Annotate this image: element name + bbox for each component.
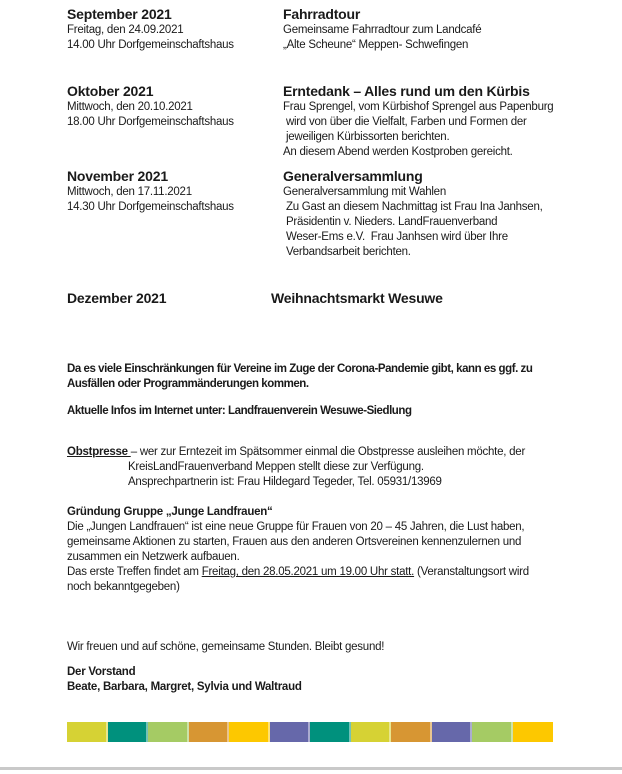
event-left-column	[67, 83, 283, 160]
treffen-text: Das erste Treffen findet am	[67, 566, 202, 578]
event-right-column	[283, 6, 622, 53]
event-title: Generalversammlung	[283, 168, 423, 184]
color-block	[351, 722, 392, 742]
junge-landfrauen-heading: Gründung Gruppe „Junge Landfrauen“	[67, 506, 273, 518]
color-block	[472, 722, 513, 742]
page-bottom-divider	[0, 767, 622, 770]
event-description-line: „Alte Scheune“ Meppen- Schwefingen	[283, 39, 469, 51]
event-title: Fahrradtour	[283, 6, 361, 22]
event-row-november	[67, 168, 622, 260]
corona-notice-line: Ausfällen oder Programmänderungen kommen.	[67, 378, 309, 390]
color-block	[189, 722, 230, 742]
obstpresse-label: Obstpresse	[67, 446, 131, 458]
event-description-line: Gemeinsame Fahrradtour zum Landcafé	[283, 24, 482, 36]
event-row-september	[67, 6, 622, 53]
event-description-line: jeweiligen Kürbissorten berichten.	[283, 131, 450, 143]
event-description-line: Präsidentin v. Nieders. LandFrauenverband	[283, 216, 498, 228]
event-time: 14.00 Uhr Dorfgemeinschaftshaus	[67, 39, 234, 51]
junge-landfrauen-line	[67, 565, 612, 580]
event-title: Erntedank – Alles rund um den Kürbis	[283, 83, 530, 99]
treffen-date-underlined: Freitag, den 28.05.2021 um 19.00 Uhr statt.	[201, 566, 415, 578]
obstpresse-section	[67, 445, 612, 490]
color-block	[513, 722, 554, 742]
junge-landfrauen-line: Die „Jungen Landfrauen“ ist eine neue Gruppe für Frauen von 20 – 45 Jahren, die Lust haben,	[67, 521, 525, 533]
event-right-column	[283, 83, 622, 160]
obstpresse-line: Ansprechpartnerin ist: Frau Hildegard Tegeder, Tel. 05931/13969	[128, 476, 442, 488]
color-block	[310, 722, 351, 742]
event-month: November 2021	[67, 168, 168, 184]
junge-landfrauen-line: zusammen ein Netzwerk aufbauen.	[67, 551, 240, 563]
event-description-line: An diesem Abend werden Kostproben gereicht.	[283, 146, 513, 158]
event-time: 18.00 Uhr Dorfgemeinschaftshaus	[67, 116, 234, 128]
color-block	[229, 722, 270, 742]
junge-landfrauen-line: gemeinsame Aktionen zu starten, Frauen aus den anderen Ortsvereinen kennenzulernen und	[67, 536, 522, 548]
event-time: 14.30 Uhr Dorfgemeinschaftshaus	[67, 201, 234, 213]
event-right-column	[283, 168, 622, 260]
obstpresse-line	[67, 445, 612, 460]
event-description-line: Generalversammlung mit Wahlen	[283, 186, 446, 198]
closing-wish-line: Wir freuen und auf schöne, gemeinsame Stunden. Bleibt gesund!	[67, 641, 385, 653]
event-date: Mittwoch, den 20.10.2021	[67, 101, 193, 113]
color-block	[67, 722, 108, 742]
decorative-color-bar	[67, 722, 553, 742]
signature-names: Beate, Barbara, Margret, Sylvia und Waltraud	[67, 681, 302, 693]
event-month: Dezember 2021	[67, 290, 167, 306]
event-left-column	[67, 290, 283, 307]
event-month: September 2021	[67, 6, 172, 22]
internet-info-line: Aktuelle Infos im Internet unter: Landfrauenverein Wesuwe-Siedlung	[67, 405, 412, 417]
color-block	[391, 722, 432, 742]
color-block	[108, 722, 149, 742]
event-title: Weihnachtsmarkt Wesuwe	[271, 290, 443, 306]
color-block	[432, 722, 473, 742]
obstpresse-line: KreisLandFrauenverband Meppen stellt diese zur Verfügung.	[128, 461, 424, 473]
junge-landfrauen-section	[67, 505, 612, 595]
event-description-line: Frau Sprengel, vom Kürbishof Sprengel aus Papenburg	[283, 101, 554, 113]
corona-notice	[67, 362, 612, 392]
event-description-line: Zu Gast an diesem Nachmittag ist Frau Ina Janhsen,	[283, 201, 543, 213]
signature-role: Der Vorstand	[67, 666, 136, 678]
color-block	[148, 722, 189, 742]
event-row-dezember	[67, 290, 622, 307]
signature-block	[67, 665, 612, 695]
color-block	[270, 722, 311, 742]
closing-wish	[67, 640, 612, 655]
internet-info	[67, 404, 612, 419]
corona-notice-line: Da es viele Einschränkungen für Vereine im Zuge der Corona-Pandemie gibt, kann es ggf. zu	[67, 363, 533, 375]
event-right-column	[271, 290, 622, 307]
event-description-line: wird von über die Vielfalt, Farben und Formen der	[283, 116, 527, 128]
event-left-column	[67, 168, 283, 260]
event-date: Mittwoch, den 17.11.2021	[67, 186, 192, 198]
event-left-column	[67, 6, 283, 53]
event-month: Oktober 2021	[67, 83, 154, 99]
obstpresse-text: – wer zur Erntezeit im Spätsommer einmal die Obstpresse ausleihen möchte, der	[130, 446, 526, 458]
event-row-oktober	[67, 83, 622, 160]
event-date: Freitag, den 24.09.2021	[67, 24, 184, 36]
event-description-line: Weser-Ems e.V. Frau Janhsen wird über Ihre	[283, 231, 508, 243]
treffen-text: (Veranstaltungsort wird	[414, 566, 529, 578]
junge-landfrauen-line: noch bekanntgegeben)	[67, 581, 180, 593]
event-description-line: Verbandsarbeit berichten.	[283, 246, 411, 258]
